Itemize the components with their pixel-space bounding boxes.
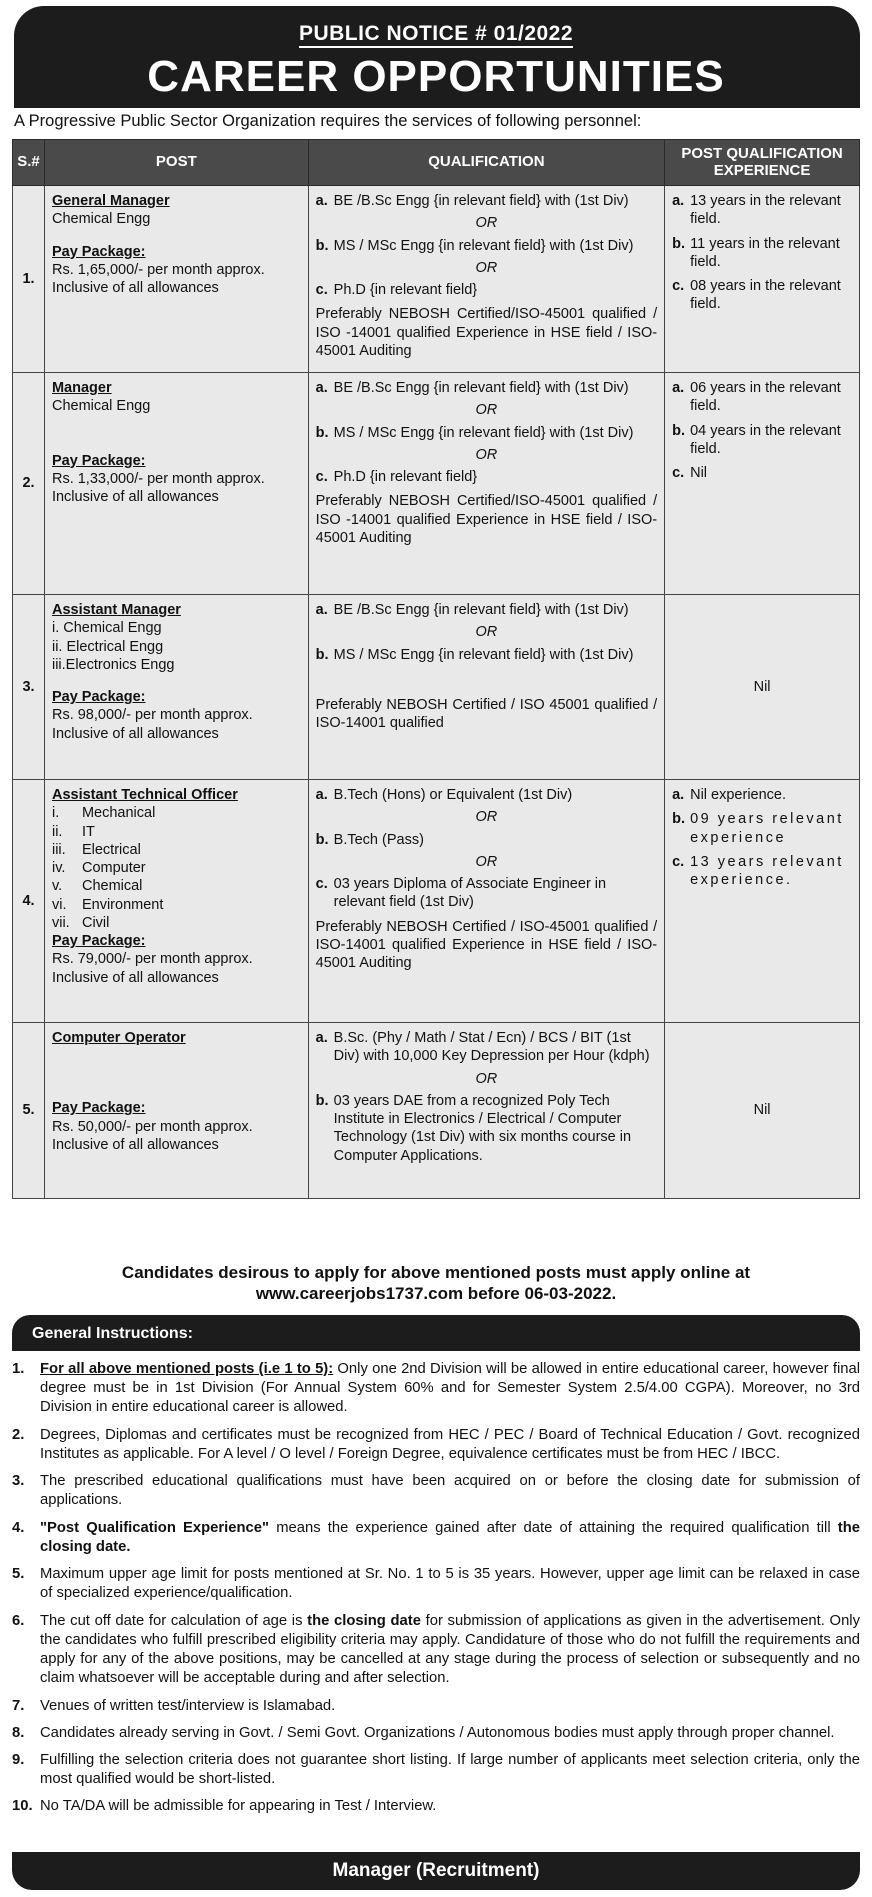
list-item: iii. Electrical bbox=[51, 841, 141, 858]
qualification-item: b. 03 years DAE from a recognized Poly Tech Institute in Electronics / Electrical / Computer Technology (1st Div) with six months course in Computer Applications. bbox=[315, 1092, 632, 1164]
qualification-item: a. BE /B.Sc Engg {in relevant field} with (1st Div) bbox=[315, 380, 629, 396]
table-header-row bbox=[13, 140, 860, 186]
list-item: 9. Fulfilling the selection criteria does not guarantee short listing. If large number of applicants meet selection criteria, only the most qualified would be short-listed. bbox=[12, 1751, 860, 1788]
experience-item: c. 08 years in the relevant field. bbox=[672, 278, 841, 313]
experience-cell bbox=[665, 373, 860, 595]
or-separator: OR bbox=[475, 402, 498, 419]
notice-number: PUBLIC NOTICE # 01/2022 bbox=[0, 22, 872, 46]
experience-item: c. Nil bbox=[672, 465, 708, 482]
post-title: General Manager bbox=[51, 193, 170, 209]
or-separator: OR bbox=[475, 809, 498, 826]
post-title: Assistant Manager bbox=[51, 602, 181, 618]
row-sn: 4. bbox=[13, 780, 45, 1023]
experience-item: b. 09 years relevant experience bbox=[672, 811, 844, 846]
table-row bbox=[13, 1023, 860, 1199]
list-item: ii. IT bbox=[51, 823, 95, 840]
row-sn: 2. bbox=[13, 373, 45, 595]
qualification-cell bbox=[308, 780, 664, 1023]
pay-note: Inclusive of all allowances bbox=[51, 489, 219, 506]
list-item: 10. No TA/DA will be admissible for appearing in Test / Interview. bbox=[12, 1798, 437, 1815]
row-sn: 1. bbox=[13, 186, 45, 373]
general-instructions-heading: General Instructions: bbox=[12, 1315, 860, 1351]
or-separator: OR bbox=[475, 259, 498, 276]
qualification-item: a. B.Sc. (Phy / Math / Stat / Ecn) / BCS / BIT (1st Div) with 10,000 Key Depression per Hour (kdph) bbox=[315, 1030, 650, 1065]
apply-online-notice: Candidates desirous to apply for above mentioned posts must apply online at www.careerjobs1737.com before 06-03-2022. bbox=[121, 1263, 751, 1304]
qualification-item: b. B.Tech (Pass) bbox=[315, 831, 424, 848]
experience-item: a. 06 years in the relevant field. bbox=[672, 380, 841, 415]
experience-cell bbox=[665, 186, 860, 373]
qualification-cell bbox=[308, 186, 664, 373]
post-cell bbox=[44, 373, 308, 595]
preferred-certification: Preferably NEBOSH Certified/ISO-45001 qualified / ISO -14001 qualified Experience in HSE field / ISO-45001 Auditing bbox=[315, 306, 658, 359]
experience-item: a. Nil experience. bbox=[672, 787, 787, 803]
experience-item: c. 13 years relevant experience. bbox=[672, 853, 844, 889]
pay-amount: Rs. 50,000/- per month approx. bbox=[51, 1118, 253, 1135]
pay-package-label: Pay Package: bbox=[51, 1100, 146, 1117]
list-item: i. Mechanical bbox=[51, 805, 156, 822]
post-discipline: iii.Electronics Engg bbox=[51, 656, 175, 673]
preferred-certification: Preferably NEBOSH Certified / ISO 45001 qualified / ISO-14001 qualified bbox=[315, 696, 658, 732]
row-sn: 3. bbox=[13, 595, 45, 780]
qualification-item: c. 03 years Diploma of Associate Engineer in relevant field (1st Div) bbox=[315, 876, 607, 911]
qualification-item: a. BE /B.Sc Engg {in relevant field} with (1st Div) bbox=[315, 602, 629, 618]
table-row bbox=[13, 186, 860, 373]
qualification-item: a. BE /B.Sc Engg {in relevant field} with (1st Div) bbox=[315, 193, 629, 209]
table-row bbox=[13, 373, 860, 595]
pay-note: Inclusive of all allowances bbox=[51, 1136, 219, 1153]
header-post: POST bbox=[44, 140, 308, 186]
qualification-item: c. Ph.D {in relevant field} bbox=[315, 469, 478, 486]
table-row bbox=[13, 780, 860, 1023]
list-item: v. Chemical bbox=[51, 878, 143, 895]
post-title: Computer Operator bbox=[51, 1030, 186, 1046]
post-title: Manager bbox=[51, 380, 112, 396]
pay-amount: Rs. 1,33,000/- per month approx. bbox=[51, 470, 265, 487]
discipline-list bbox=[52, 804, 301, 932]
post-discipline: Chemical Engg bbox=[51, 211, 151, 228]
list-item: 5. Maximum upper age limit for posts mentioned at Sr. No. 1 to 5 is 35 years. However, upper age limit can be relaxed in case of specialized experience/qualification. bbox=[12, 1566, 860, 1602]
table-row bbox=[13, 595, 860, 780]
header-sn: S.# bbox=[13, 140, 45, 186]
post-title: Assistant Technical Officer bbox=[51, 787, 238, 803]
experience-item: b. 11 years in the relevant field. bbox=[672, 235, 840, 270]
intro-text: A Progressive Public Sector Organization requires the services of following personnel: bbox=[14, 112, 642, 130]
experience-cell: Nil bbox=[665, 595, 860, 780]
pay-note: Inclusive of all allowances bbox=[51, 969, 219, 986]
qualification-cell bbox=[308, 595, 664, 780]
list-item: 3. The prescribed educational qualifications must have been acquired on or before the closing date for submission of applications. bbox=[12, 1473, 860, 1509]
qualification-item: c. Ph.D {in relevant field} bbox=[315, 282, 478, 299]
post-discipline: Chemical Engg bbox=[51, 398, 151, 415]
pay-note: Inclusive of all allowances bbox=[51, 280, 219, 297]
post-cell bbox=[44, 780, 308, 1023]
or-separator: OR bbox=[475, 624, 498, 641]
header-qualification: QUALIFICATION bbox=[308, 140, 664, 186]
or-separator: OR bbox=[475, 215, 498, 232]
qualification-cell bbox=[308, 373, 664, 595]
pay-amount: Rs. 79,000/- per month approx. bbox=[51, 951, 253, 968]
list-item: iv. Computer bbox=[51, 860, 146, 877]
list-item: 7. Venues of written test/interview is Islamabad. bbox=[12, 1697, 336, 1714]
qualification-item: b. MS / MSc Engg {in relevant field} with (1st Div) bbox=[315, 424, 634, 441]
list-item: 1. For all above mentioned posts (i.e 1 to 5): Only one 2nd Division will be allowed in entire educational career, however final degree must be in 1st Division (For Annual System 60% and for Semester System 2.5/4.00 CGPA). Moreover, no 3rd Division in entire educational career is allowed. bbox=[12, 1361, 860, 1416]
posts-table bbox=[12, 139, 860, 1199]
pay-amount: Rs. 1,65,000/- per month approx. bbox=[51, 261, 265, 278]
signatory-footer: Manager (Recruitment) bbox=[12, 1852, 860, 1890]
or-separator: OR bbox=[475, 1070, 498, 1087]
post-cell bbox=[44, 1023, 308, 1199]
qualification-item: b. MS / MSc Engg {in relevant field} with (1st Div) bbox=[315, 237, 634, 254]
experience-item: b. 04 years in the relevant field. bbox=[672, 422, 841, 457]
pay-note: Inclusive of all allowances bbox=[51, 725, 219, 742]
preferred-certification: Preferably NEBOSH Certified/ISO-45001 qualified / ISO -14001 qualified Experience in HSE field / ISO-45001 Auditing bbox=[315, 493, 658, 546]
experience-cell bbox=[665, 780, 860, 1023]
post-discipline: i. Chemical Engg bbox=[51, 620, 162, 637]
post-discipline: ii. Electrical Engg bbox=[51, 638, 164, 655]
pay-amount: Rs. 98,000/- per month approx. bbox=[51, 707, 253, 724]
pay-package-label: Pay Package: bbox=[51, 689, 146, 706]
post-cell bbox=[44, 186, 308, 373]
experience-cell: Nil bbox=[665, 1023, 860, 1199]
pay-package-label: Pay Package: bbox=[51, 243, 146, 260]
qualification-item: b. MS / MSc Engg {in relevant field} with (1st Div) bbox=[315, 646, 634, 663]
pay-package-label: Pay Package: bbox=[51, 452, 146, 469]
qualification-cell bbox=[308, 1023, 664, 1199]
pay-package-label: Pay Package: bbox=[51, 933, 146, 950]
list-item: vii. Civil bbox=[51, 914, 110, 931]
experience-item: a. 13 years in the relevant field. bbox=[672, 193, 841, 228]
or-separator: OR bbox=[475, 446, 498, 463]
page-title: CAREER OPPORTUNITIES bbox=[147, 52, 725, 101]
list-item: 8. Candidates already serving in Govt. / Semi Govt. Organizations / Autonomous bodies must apply through proper channel. bbox=[12, 1724, 835, 1741]
post-cell bbox=[44, 595, 308, 780]
list-item: vi. Environment bbox=[51, 896, 164, 913]
qualification-item: a. B.Tech (Hons) or Equivalent (1st Div) bbox=[315, 787, 573, 803]
list-item: 6. The cut off date for calculation of age is the closing date for submission of applications as given in the advertisement. Only the candidates who fulfill prescribed eligibility criteria may apply. Candidature of those who do not fulfill the requirements and apply for any of the above positions, may be cancelled at any stage during the process of selection or subsequently and no claim whatsoever will be acceptable during and after selection. bbox=[12, 1612, 860, 1687]
list-item: 2. Degrees, Diplomas and certificates must be recognized from HEC / PEC / Board of Technical Education / Govt. recognized Institutes as applicable. For A level / O level / Foreign Degree, equivalence certificates must be from HEC / IBCC. bbox=[12, 1426, 860, 1462]
list-item: 4. "Post Qualification Experience" means the experience gained after date of attaining the required qualification till the closing date. bbox=[12, 1519, 860, 1555]
instructions-list bbox=[12, 1360, 860, 1825]
header-experience: POST QUALIFICATION EXPERIENCE bbox=[665, 140, 860, 186]
row-sn: 5. bbox=[13, 1023, 45, 1199]
preferred-certification: Preferably NEBOSH Certified / ISO-45001 qualified / ISO-14001 qualified Experience in HSE field / ISO-45001 Auditing bbox=[315, 918, 658, 972]
or-separator: OR bbox=[475, 853, 498, 870]
